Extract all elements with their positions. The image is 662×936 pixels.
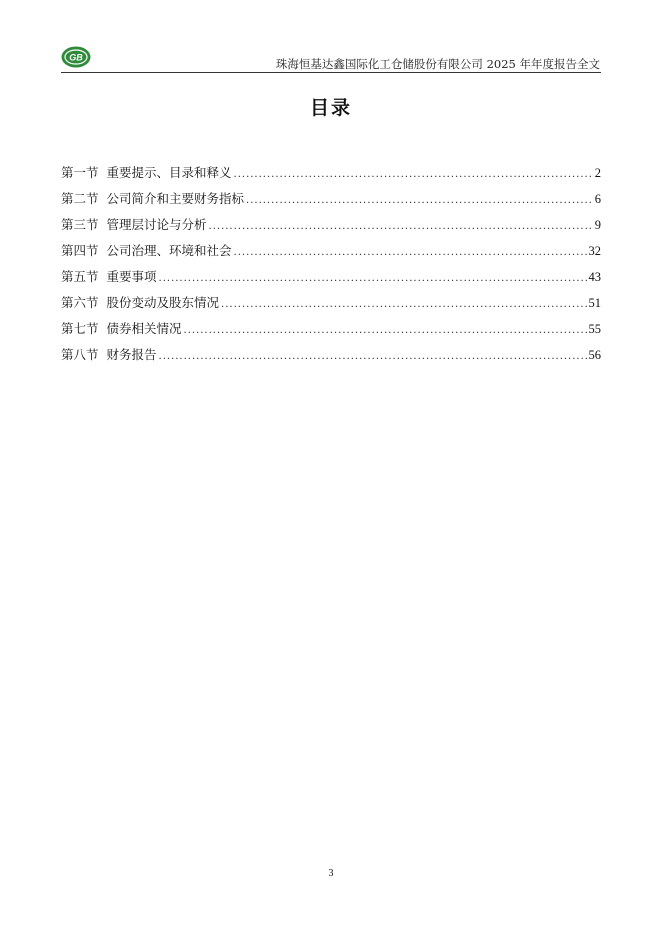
toc-section-number: 第二节 xyxy=(61,191,99,206)
toc-dot-leader xyxy=(246,195,593,206)
toc-section-number: 第一节 xyxy=(61,165,99,180)
toc-section-title: 股份变动及股东情况 xyxy=(106,295,220,310)
toc-dot-leader xyxy=(234,247,587,258)
toc-entry[interactable] xyxy=(61,215,601,241)
svg-text:GB: GB xyxy=(69,52,83,63)
toc-section-number: 第三节 xyxy=(61,217,99,232)
table-of-contents xyxy=(61,163,601,371)
toc-section-title: 重要事项 xyxy=(106,269,157,284)
toc-entry[interactable] xyxy=(61,163,601,189)
toc-page-number: 32 xyxy=(588,244,601,258)
toc-entry[interactable] xyxy=(61,189,601,215)
toc-page-number: 56 xyxy=(588,348,601,362)
toc-entry[interactable] xyxy=(61,345,601,371)
toc-entry[interactable] xyxy=(61,267,601,293)
page-number: 3 xyxy=(328,868,334,879)
toc-section-number: 第六节 xyxy=(61,295,99,310)
toc-section-title: 公司简介和主要财务指标 xyxy=(106,191,245,206)
header-divider xyxy=(61,72,601,73)
toc-page-number: 51 xyxy=(588,296,601,310)
toc-page-number: 55 xyxy=(588,322,601,336)
toc-dot-leader xyxy=(234,169,593,180)
toc-page-number: 43 xyxy=(588,270,601,284)
toc-dot-leader xyxy=(209,221,593,232)
header-company-report: 珠海恒基达鑫国际化工仓储股份有限公司 2025 年年度报告全文 xyxy=(275,57,600,71)
toc-dot-leader xyxy=(159,273,587,284)
toc-section-title: 公司治理、环境和社会 xyxy=(106,243,232,258)
toc-entry[interactable] xyxy=(61,319,601,345)
toc-section-number: 第八节 xyxy=(61,347,99,362)
toc-page-number: 6 xyxy=(594,192,601,206)
toc-dot-leader xyxy=(184,325,587,336)
toc-dot-leader xyxy=(159,351,587,362)
company-logo xyxy=(61,46,91,68)
toc-section-title: 重要提示、目录和释义 xyxy=(106,165,232,180)
toc-dot-leader xyxy=(221,299,586,310)
toc-section-title: 管理层讨论与分析 xyxy=(106,217,207,232)
toc-section-number: 第五节 xyxy=(61,269,99,284)
toc-page-number: 2 xyxy=(594,166,601,180)
toc-entry[interactable] xyxy=(61,293,601,319)
toc-section-number: 第四节 xyxy=(61,243,99,258)
toc-entry[interactable] xyxy=(61,241,601,267)
toc-section-number: 第七节 xyxy=(61,321,99,336)
toc-page-number: 9 xyxy=(594,218,601,232)
toc-section-title: 财务报告 xyxy=(106,347,157,362)
toc-section-title: 债券相关情况 xyxy=(106,321,182,336)
page-title: 目录 xyxy=(309,97,352,119)
